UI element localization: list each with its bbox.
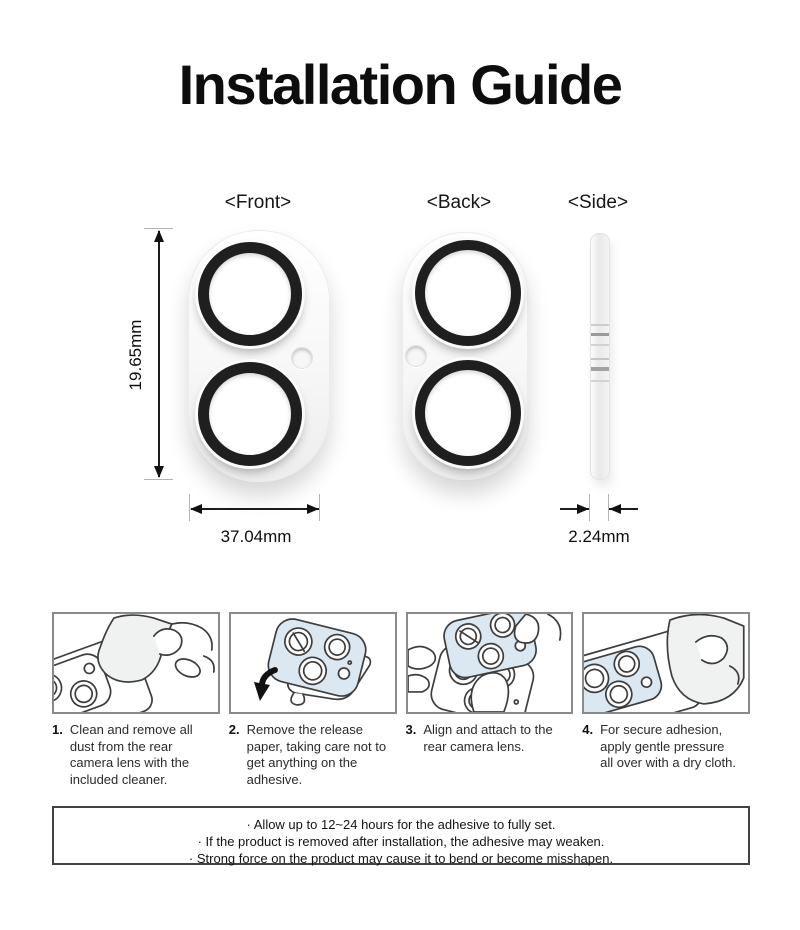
step-1-box (52, 612, 220, 714)
side-groove-line (591, 367, 609, 371)
step-3-align-illustration (408, 614, 572, 712)
side-view-label: <Side> (567, 192, 629, 213)
step-3-box (406, 612, 574, 714)
side-groove-line (591, 358, 609, 360)
step-4-number: 4. (582, 722, 594, 737)
step-1-text: Clean and remove all dust from the rear camera lens with the included cleaner. (69, 722, 193, 787)
thickness-dim-arrow-inward-left-icon (609, 504, 621, 514)
step-4-box (582, 612, 750, 714)
step-4-caption (582, 722, 750, 788)
steps-illustration-row (52, 612, 750, 714)
width-dim-arrow-right-icon (307, 504, 319, 514)
back-top-lens-ring (415, 240, 521, 346)
front-top-lens-ring (198, 242, 302, 346)
step-2-number: 2. (228, 722, 240, 737)
height-dim-line (158, 231, 160, 477)
front-view-plate (188, 230, 330, 482)
height-dimension-label: 19.65mm (126, 319, 145, 391)
height-dim-arrow-down-icon (154, 466, 164, 478)
height-dim-top-tick (144, 228, 173, 229)
side-groove-line (591, 333, 609, 336)
step-1-number: 1. (52, 722, 63, 737)
width-dim-right-tick (319, 494, 320, 521)
step-3-number: 3. (405, 722, 417, 737)
back-view-label: <Back> (426, 192, 492, 213)
width-dimension-label: 37.04mm (220, 527, 292, 546)
height-dim-bottom-tick (144, 479, 173, 480)
thickness-dim-arrow-inward-right-icon (577, 504, 589, 514)
page-title: Installation Guide (178, 53, 622, 116)
side-groove-line (591, 344, 609, 346)
step-3-caption (406, 722, 574, 788)
side-groove-line (591, 324, 609, 326)
front-flash-hole (291, 347, 313, 369)
step-1-caption (52, 722, 220, 788)
note-line-1: · Allow up to 12~24 hours for the adhesive to fully set. (246, 817, 556, 832)
height-dim-arrow-up-icon (154, 230, 164, 242)
step-4-press-illustration (584, 614, 748, 712)
step-4-text: For secure adhesion, apply gentle pressure all over with a dry cloth. (600, 722, 736, 770)
width-dim-line (191, 508, 319, 510)
width-dim-arrow-left-icon (190, 504, 202, 514)
step-1-clean-illustration (54, 614, 218, 712)
step-2-caption (229, 722, 397, 788)
front-bottom-lens-ring (198, 362, 302, 466)
side-groove-line (591, 380, 609, 382)
step-3-text: Align and attach to the rear camera lens. (423, 722, 553, 754)
thickness-dimension-label: 2.24mm (568, 527, 630, 546)
step-2-text: Remove the release paper, taking care not to get anything on the adhesive. (246, 722, 387, 787)
back-bottom-lens-ring (415, 360, 521, 466)
front-view-label: <Front> (224, 192, 292, 213)
thickness-dim-left-tick (589, 494, 590, 521)
step-2-box (229, 612, 397, 714)
note-line-2: · If the product is removed after installation, the adhesive may weaken. (197, 834, 605, 849)
note-line-3: · Strong force on the product may cause it to bend or become misshapen. (188, 851, 614, 866)
steps-caption-row (52, 722, 750, 788)
side-view-slab (590, 233, 610, 480)
notes-box (52, 806, 750, 865)
back-flash-hole (405, 345, 427, 367)
back-view-plate (402, 232, 528, 480)
step-2-peel-illustration (231, 614, 395, 712)
